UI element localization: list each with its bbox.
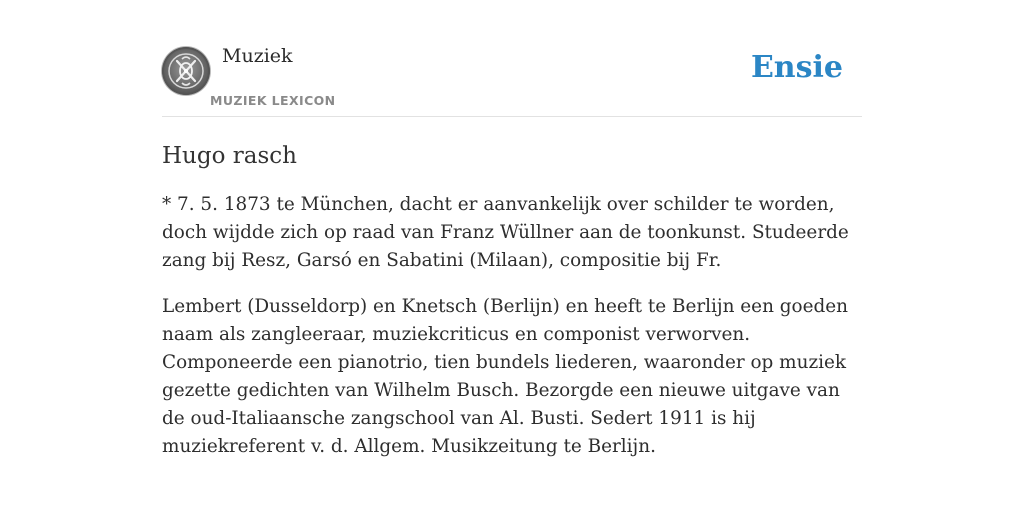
- page: [162, 0, 862, 461]
- header: [162, 0, 862, 117]
- category-subtitle: MUZIEK LEXICON: [210, 93, 336, 108]
- article-paragraph: Lembert (Dusseldorp) en Knetsch (Berlijn) en heeft te Berlijn een goeden naam als zangleeraar, muziekcriticus en componist verworven. Componeerde een pianotrio, tien bundels liederen, waaronder op muziek gezette gedichten van Wilhelm Busch. Bezorgde een nieuwe uitgave van de oud-Italiaansche zangschool van Al. Busti. Sedert 1911 is hij muziekreferent v. d. Allgem. Musikzeitung te Berlijn.: [162, 296, 848, 457]
- music-emblem-icon[interactable]: [162, 47, 210, 95]
- category-link[interactable]: Muziek: [222, 45, 293, 67]
- article-paragraph: * 7. 5. 1873 te München, dacht er aanvankelijk over schilder te worden, doch wijdde zich op raad van Franz Wüllner aan de toonkunst. Studeerde zang bij Resz, Garsó en Sabatini (Milaan), compositie bij Fr.: [162, 194, 849, 271]
- article-title: Hugo rasch: [162, 143, 297, 169]
- ensie-logo-link[interactable]: Ensie: [750, 50, 843, 85]
